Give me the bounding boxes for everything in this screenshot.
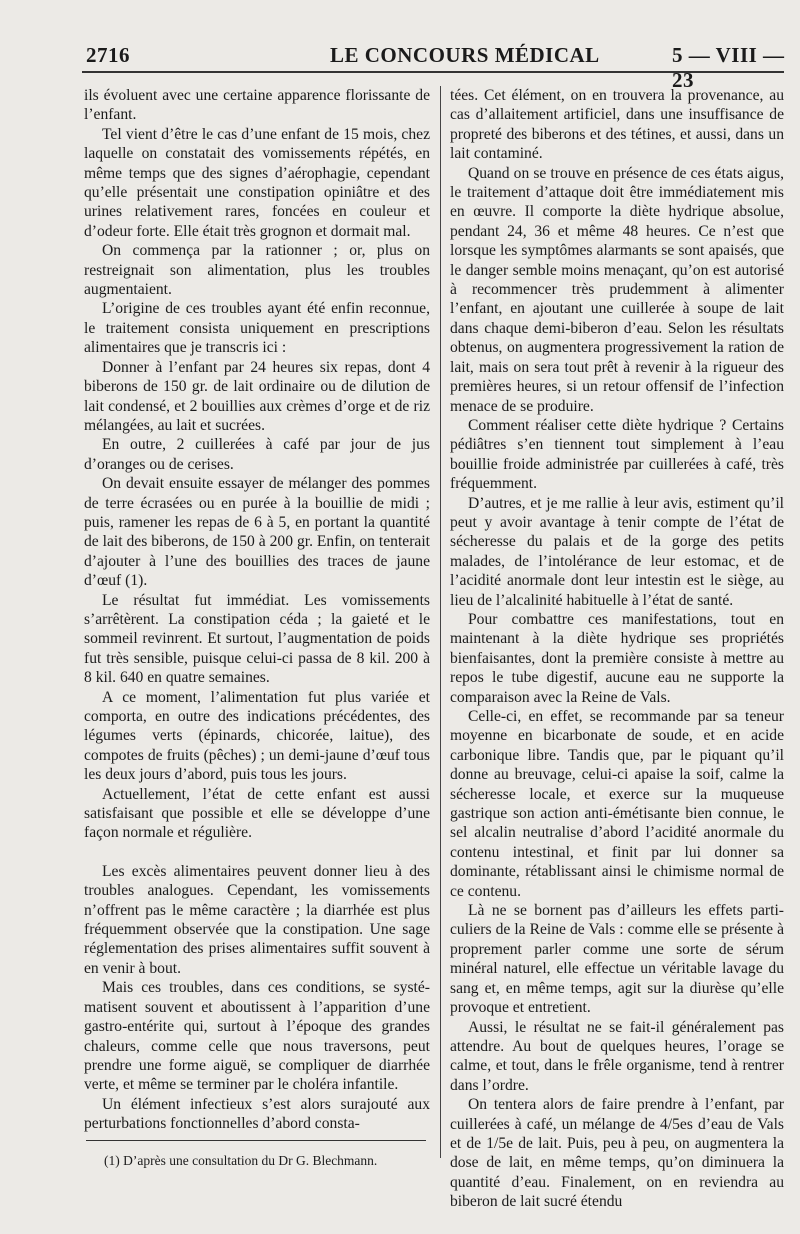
paragraph: Le résultat fut immédiat. Les vomissements s’arrêtèrent. La constipation céda ; la gaieté et le sommeil revinrent. Et surtout, l’augmentation de poids fut très sensible, puisque celui-ci passa de 8 kil. 200 à 8 kil. 640 en quatre semaines. xyxy=(84,591,430,687)
paragraph: Comment réaliser cette diète hydrique ? Certains pédiâtres s’en tiennent tout simplement à l’eau bouillie froide administrée par cuillerées à café, très fréquemment. xyxy=(450,416,784,493)
footnote: (1) D’après une consultation du Dr G. Blechmann. xyxy=(104,1153,378,1168)
paragraph: ils évoluent avec une certaine apparence florissante de l’enfant. xyxy=(84,87,430,124)
paragraph: Là ne se bornent pas d’ailleurs les effets particuliers de la Reine de Vals : comme elle se présente à proprement parler comme une sorte de sérum minéral naturel, elle effectue un véritable lavage du sang et, en même temps, agit sur la diurèse qu’elle provoque et entretient. xyxy=(450,902,784,1017)
paragraph: D’autres, et je me rallie à leur avis, estiment qu’il peut y avoir avantage à tenir compte de l’état de sécheresse du palais et de la gorge des petits malades, de l’intolérance de leur estomac, et de l’acidité anormale dont leur intestin est le siège, au lieu de l’alcalinité habituelle à l’état de santé. xyxy=(450,494,784,609)
paragraph: Donner à l’enfant par 24 heures six repas, dont 4 biberons de 150 gr. de lait ordinaire ou de dilution de lait condensé, et 2 bouillies aux crèmes d’orge et de riz mélangées, au lait et sucrées. xyxy=(84,358,430,434)
paragraph: L’origine de ces troubles ayant été enfin reconnue, le traitement consista uniquement en prescriptions alimentaires que je transcris ici : xyxy=(84,300,430,357)
issue-date: 5 — VIII — 23 xyxy=(672,43,785,92)
paragraph: Quand on se trouve en présence de ces états aigus, le traitement d’attaque doit être immédiatement mis en œuvre. Il comporte la diète hydrique absolue, pendant 24, 36 et même 48 heures. Ce n’est que lorsque les symptômes alarmants se sont apaisés, que le danger semble moins menaçant, qu’on est autorisé à recommencer très prudemment à alimenter l’enfant, en ajoutant une cuillerée à soupe de lait dans chaque demi-biberon d’eau. Selon les résultats obtenus, on augmentera progressivement la ration de lait, mais on sera tout prêt à revenir à la rigueur des premières heures, si un retour offensif de l’infection menace de se produire. xyxy=(450,164,784,415)
paragraph: On devait ensuite essayer de mélanger des pommes de terre écrasées ou en purée à la bouillie de midi ; puis, ramener les repas de 6 à 5, en portant la quantité de lait des biberons, de 150 à 200 gr. Enfin, on tenterait d’ajouter à l’une des bouillies des traces de jaune d’œuf (1). xyxy=(84,475,430,590)
left-column xyxy=(84,86,430,1134)
paragraph: Tel vient d’être le cas d’une enfant de 15 mois, chez laquelle on constatait des vomissements répétés, en même temps que des signes d’aérophagie, cependant qu’elle présentait une constipation opiniâtre et des urines relativement rares, foncées en couleur et d’odeur forte. Elle était très grognon et dormait mal. xyxy=(84,125,430,240)
paragraph: A ce moment, l’alimentation fut plus variée et comporta, en outre des indications précédentes, des légumes verts (épinards, chicorée, laitue), des compotes de fruits (pêches) ; un demi-jaune d’œuf tous les deux jours d’abord, puis tous les jours. xyxy=(84,688,430,784)
paragraph: Aussi, le résultat ne se fait-il généralement pas attendre. Au bout de quelques heures, l’orage se calme, et tout, dans le frêle organisme, tend à rentrer dans l’ordre. xyxy=(450,1018,784,1094)
paragraph: Actuellement, l’état de cette enfant est aussi satisfaisant que possible et elle se développe d’une façon normale et régulière. xyxy=(84,785,430,842)
paragraph: On commença par la rationner ; or, plus on restreignait son alimentation, plus les troubles augmentaient. xyxy=(84,242,430,299)
footnote-rule xyxy=(86,1140,426,1141)
paragraph: En outre, 2 cuillerées à café par jour de jus d’oranges ou de cerises. xyxy=(84,436,430,473)
paragraph-gap xyxy=(84,843,430,862)
paragraph: Pour combattre ces manifestations, tout en maintenant à la diète hydrique ses propriétés bienfaisantes, dont la première consiste à mettre au repos le tube digestif, aucune eau ne supporte la comparaison avec la Reine de Vals. xyxy=(450,610,784,706)
paragraph: Celle-ci, en effet, se recommande par sa teneur moyenne en bicarbonate de soude, et en acide carbonique libre. Tandis que, par le piquant qu’il donne au breuvage, celui-ci apaise la soif, calme la sécheresse locale, et exerce sur la muqueuse gastrique son action anti-émétisante bien connue, le sel alcalin neutralise d’abord l’acidité anormale du contenu intestinal, et finit par lui donner sa dominante, rétablissant ainsi le chimisme normal de ce contenu. xyxy=(450,708,784,900)
header-rule xyxy=(82,71,784,73)
page-header xyxy=(0,43,800,92)
right-column xyxy=(450,86,784,1212)
column-divider xyxy=(440,86,441,1158)
paragraph: Un élément infectieux s’est alors surajouté aux perturbations fonctionnelles d’abord consta- xyxy=(84,1095,430,1133)
paragraph: Les excès alimentaires peuvent donner lieu à des troubles analogues. Cependant, les vomissements n’offrent pas le même caractère ; la diarrhée est plus fréquemment observée que la constipation. Une sage réglementation des prises alimentaires suffit souvent à en venir à bout. xyxy=(84,862,430,977)
paragraph: Mais ces troubles, dans ces conditions, se systématisent souvent et aboutissent à l’apparition d’une gastro-entérite qui, surtout à l’époque des grandes chaleurs, comme celle que nous traversons, peut prendre une forme aiguë, se compliquer de diarrhée verte, et même se terminer par le choléra infantile. xyxy=(84,979,430,1094)
page-number: 2716 xyxy=(86,43,130,67)
paragraph: tées. Cet élément, on en trouvera la provenance, au cas d’allaitement artificiel, dans une insuffisance de propreté des biberons et des tétines, et aussi, dans un lait contaminé. xyxy=(450,87,784,163)
paragraph: On tentera alors de faire prendre à l’enfant, par cuillerées à café, un mélange de 4/5es d’eau de Vals et de 1/5e de lait. Puis, peu à peu, on augmentera la dose de lait, en même temps, qu’on diminuera la quantité d’eau. Finalement, on en reviendra au biberon de lait sucré étendu xyxy=(450,1096,784,1211)
journal-title: LE CONCOURS MÉDICAL xyxy=(330,43,600,67)
